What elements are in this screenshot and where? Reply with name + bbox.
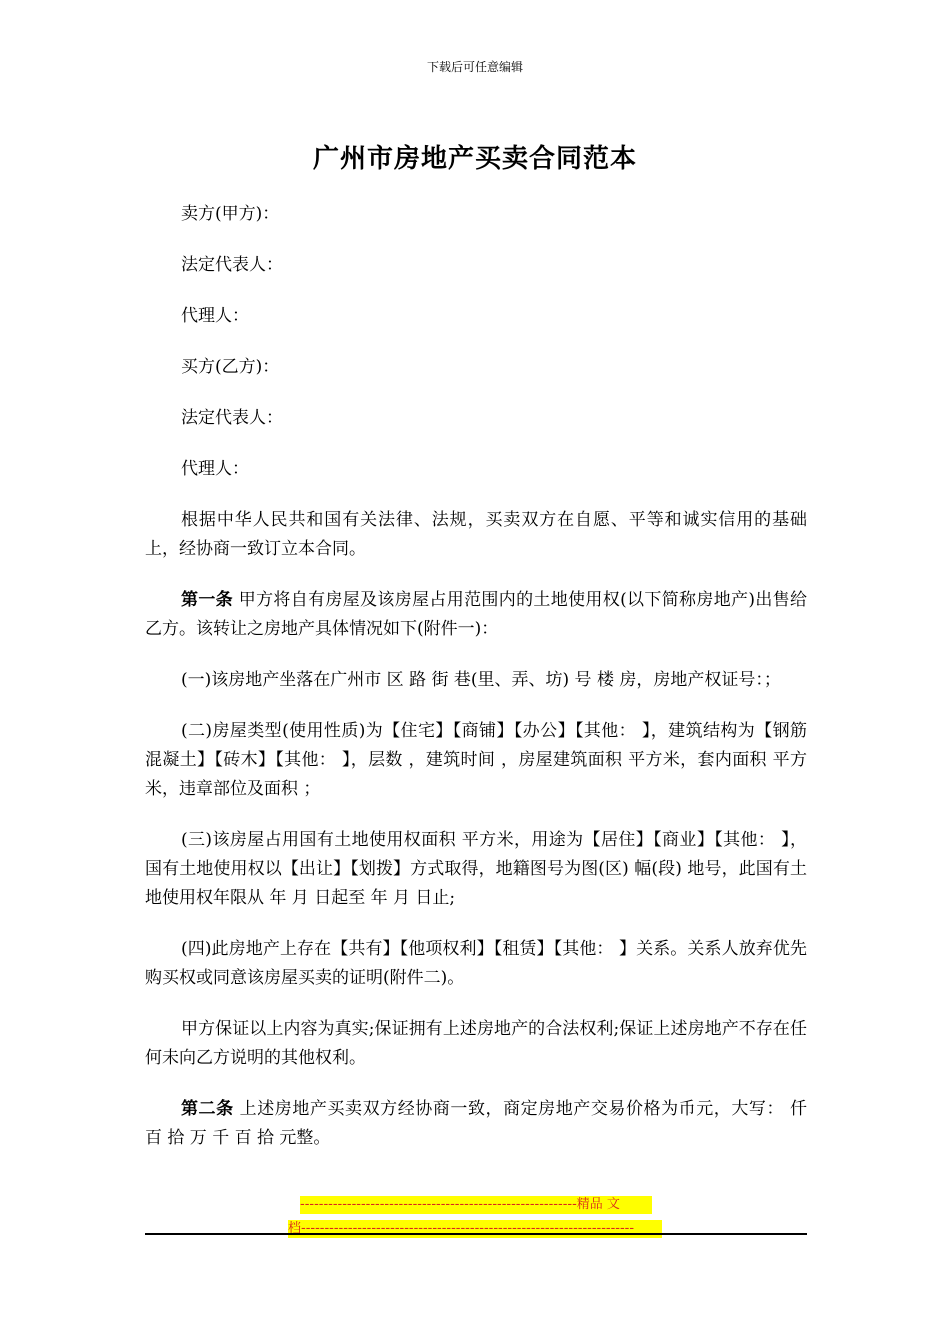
seller-representative-line: 法定代表人：: [181, 255, 283, 275]
buyer-representative-line: 法定代表人：: [181, 408, 283, 428]
article-1-label: 第一条: [181, 590, 233, 610]
article-1-item-2: (二)房屋类型(使用性质)为【住宅】【商铺】【办公】【其他： 】，建筑结构为【钢筋混凝土】【砖木】【其他： 】，层数 ，建筑时间 ，房屋建筑面积 平方米，套内面积 平方米，违章部位及面积 ；: [145, 721, 807, 799]
article-2-label: 第二条: [181, 1099, 234, 1119]
footer-banner-line-1: -----------------------------------------------------------精品 文: [300, 1196, 652, 1214]
preamble-paragraph: 根据中华人民共和国有关法律、法规，买卖双方在自愿、平等和诚实信用的基础上，经协商一致订立本合同。: [145, 510, 807, 559]
article-1-paragraph: [145, 586, 807, 644]
article-1-item-1: (一)该房地产坐落在广州市 区 路 街 巷(里、弄、坊) 号 楼 房，房地产权证号：；: [181, 670, 781, 690]
article-1-text: 甲方将自有房屋及该房屋占用范围内的土地使用权(以下简称房地产)出售给乙方。该转让之房地产具体情况如下(附件一)：: [145, 590, 807, 639]
seller-line: 卖方(甲方)：: [181, 204, 280, 224]
header-note: 下载后可任意编辑: [426, 60, 523, 74]
document-title: 广州市房地产买卖合同范本: [312, 144, 637, 174]
seller-guarantee-paragraph: 甲方保证以上内容为真实;保证拥有上述房地产的合法权利;保证上述房地产不存在任何未向乙方说明的其他权利。: [145, 1019, 807, 1068]
article-1-item-4: (四)此房地产上存在【共有】【他项权利】【租赁】【其他： 】关系。关系人放弃优先购买权或同意该房屋买卖的证明(附件二)。: [145, 939, 807, 988]
article-2-paragraph: [145, 1095, 807, 1153]
buyer-line: 买方(乙方)：: [181, 357, 280, 377]
footer-banner: [288, 1196, 662, 1244]
buyer-agent-line: 代理人：: [181, 459, 249, 479]
contract-body: [145, 200, 807, 1175]
article-2-text: 上述房地产买卖双方经协商一致，商定房地产交易价格为币元，大写： 仟 百 拾 万 千 百 拾 元整。: [145, 1099, 807, 1148]
seller-agent-line: 代理人：: [181, 306, 249, 326]
footer-divider: [145, 1233, 807, 1235]
footer-banner-line-2: 档-----------------------------------------------------------------------: [288, 1220, 662, 1238]
article-1-item-3: (三)该房屋占用国有土地使用权面积 平方米，用途为【居住】【商业】【其他： 】，国有土地使用权以【出让】【划拨】方式取得，地籍图号为图(区) 幅(段) 地号，此国有土地使用权年限从 年 月 日起至 年 月 日止;: [145, 830, 807, 908]
